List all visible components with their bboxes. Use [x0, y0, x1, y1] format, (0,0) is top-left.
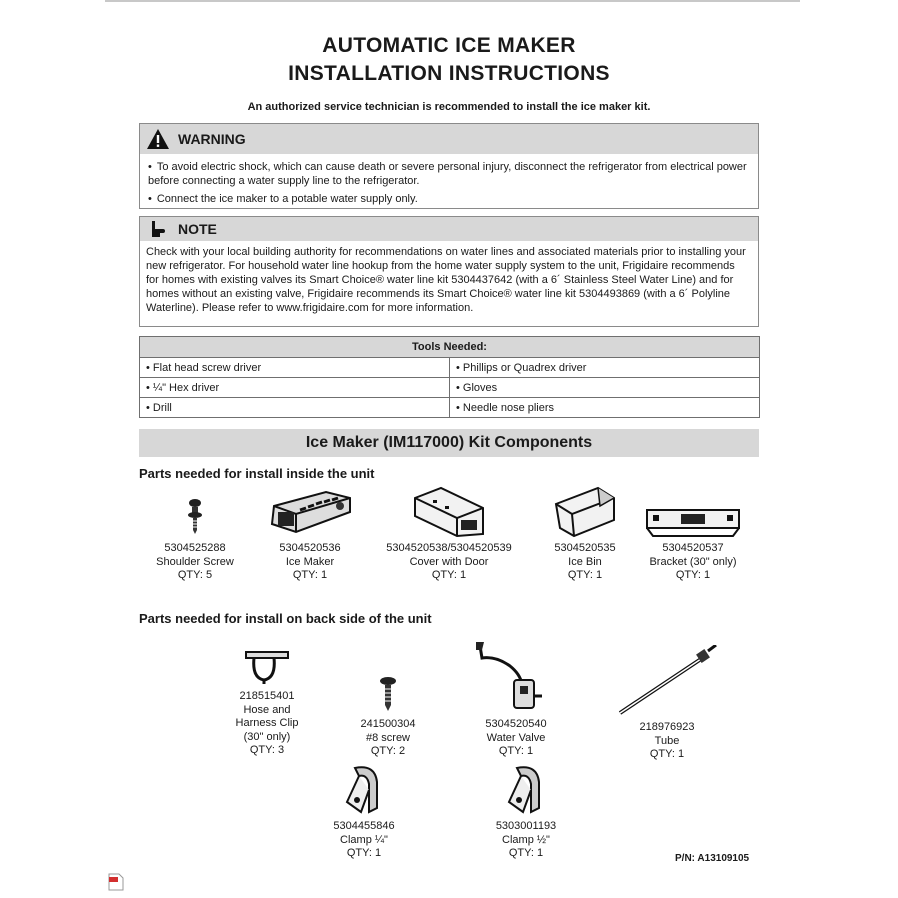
part-name: #8 screw — [365, 731, 411, 744]
part-name: Bracket (30" only) — [649, 555, 737, 568]
warning-heading: WARNING — [178, 131, 246, 147]
part-qty: QTY: 1 — [675, 569, 711, 581]
part-number: 5304520536 — [279, 542, 341, 554]
table-row — [140, 398, 760, 418]
warning-header — [140, 124, 758, 154]
part-clamp-quarter — [322, 764, 406, 861]
part-name: Cover with Door — [409, 555, 489, 568]
note-heading: NOTE — [178, 221, 217, 237]
part-number: 5304520535 — [554, 542, 616, 554]
screw-icon — [378, 676, 398, 714]
tools-table — [139, 336, 760, 418]
part-name: Clamp ¼" — [340, 833, 388, 846]
warning-list — [140, 154, 758, 216]
part-qty: QTY: 3 — [249, 744, 285, 756]
part-qty: QTY: 1 — [346, 847, 382, 859]
ice-maker-icon — [266, 486, 354, 538]
hose-clip-icon — [242, 648, 292, 686]
note-header — [140, 217, 758, 241]
tools-heading: Tools Needed: — [140, 337, 760, 358]
part-qty: QTY: 1 — [649, 748, 685, 760]
part-name-line: Hose and — [243, 703, 291, 716]
cover-with-door-icon — [411, 486, 487, 538]
part-shoulder-screw — [150, 498, 240, 583]
warning-item: • Connect the ice maker to a potable water supply only. — [148, 192, 748, 206]
part-qty: QTY: 1 — [498, 745, 534, 757]
kit-components-heading: Ice Maker (IM117000) Kit Components — [139, 429, 759, 457]
tool-cell: • Drill — [140, 398, 450, 418]
note-text: Check with your local building authority for recommendations on water lines and associated materials prior to installing your new refrigerator. For household water line hookup from the home water supply system to the unit, Frigidaire recommends for homes with existing valves its Smart Choice® water line kit 5304437642 (with a 6´ Stainless Steel Water Line) and for homes without an existing valve, Frigidaire recommends its Smart Choice® water line kit 5304493869 (with a 6´ Polyline Waterline). Please refer to www.frigidaire.com for more information. — [146, 246, 746, 314]
part-qty: QTY: 1 — [292, 569, 328, 581]
clamp-icon — [341, 764, 387, 816]
part-name: Water Valve — [486, 731, 546, 744]
part-tube — [612, 645, 722, 762]
part-number: 5303001193 — [495, 820, 557, 832]
part-number: 5304525288 — [164, 542, 226, 554]
tool-cell: • Flat head screw driver — [140, 358, 450, 378]
part-number: 218976923 — [639, 721, 695, 733]
tool-cell: • Needle nose pliers — [450, 398, 760, 418]
part-ice-maker — [262, 486, 358, 583]
tube-icon — [612, 645, 722, 717]
part-qty: QTY: 5 — [177, 569, 213, 581]
part-name: Ice Bin — [568, 555, 602, 568]
clamp-icon — [503, 764, 549, 816]
part-bracket — [638, 504, 748, 583]
part-qty: QTY: 1 — [431, 569, 467, 581]
part-name: Clamp ½" — [502, 833, 550, 846]
subtitle: An authorized service technician is recommended to install the ice maker kit. — [247, 101, 651, 113]
page-title-line1: AUTOMATIC ICE MAKER — [322, 34, 576, 57]
inside-parts-heading: Parts needed for install inside the unit — [139, 466, 375, 481]
part-number: 5304520540 — [485, 718, 547, 730]
bracket-icon — [645, 504, 741, 538]
part-name-line: Harness Clip — [235, 717, 299, 729]
tool-cell: • Phillips or Quadrex driver — [450, 358, 760, 378]
part-cover-with-door — [374, 486, 524, 583]
pdf-icon[interactable] — [108, 873, 124, 891]
part-qty: QTY: 1 — [567, 569, 603, 581]
part-number-label: P/N: A13109105 — [675, 853, 750, 864]
part-number: 5304520538/5304520539 — [386, 542, 512, 554]
top-divider — [105, 0, 800, 2]
part-ice-bin — [540, 486, 630, 583]
part-number: 241500304 — [360, 718, 416, 730]
part-qty: QTY: 2 — [370, 745, 406, 757]
part-clamp-half — [484, 764, 568, 861]
note-box — [139, 216, 759, 327]
part-qty: QTY: 1 — [508, 847, 544, 859]
table-row — [140, 378, 760, 398]
hand-pointer-icon — [146, 218, 170, 240]
part-name: Shoulder Screw — [156, 555, 234, 568]
tool-cell: • ¼" Hex driver — [140, 378, 450, 398]
part-name-line: (30" only) — [243, 730, 291, 743]
warning-item: • To avoid electric shock, which can cause death or severe personal injury, disconnect the refrigerator from electrical power before connecting a water supply line to the refrigerator. — [148, 160, 748, 188]
shoulder-screw-icon — [185, 498, 205, 538]
page-title-line2: INSTALLATION INSTRUCTIONS — [288, 62, 610, 85]
part-number: 5304520537 — [662, 542, 724, 554]
tool-cell: • Gloves — [450, 378, 760, 398]
part-water-valve — [466, 640, 566, 759]
part-number: 218515401 — [239, 690, 295, 702]
part-8-screw — [345, 676, 431, 759]
water-valve-icon — [466, 640, 566, 714]
warning-triangle-icon — [146, 128, 170, 150]
part-name: Tube — [654, 734, 680, 747]
warning-box — [139, 123, 759, 209]
part-number: 5304455846 — [333, 820, 395, 832]
part-name: Ice Maker — [285, 555, 335, 568]
table-row — [140, 358, 760, 378]
part-hose-harness-clip — [225, 648, 309, 758]
back-parts-heading: Parts needed for install on back side of the unit — [139, 611, 432, 626]
ice-bin-icon — [552, 486, 618, 538]
